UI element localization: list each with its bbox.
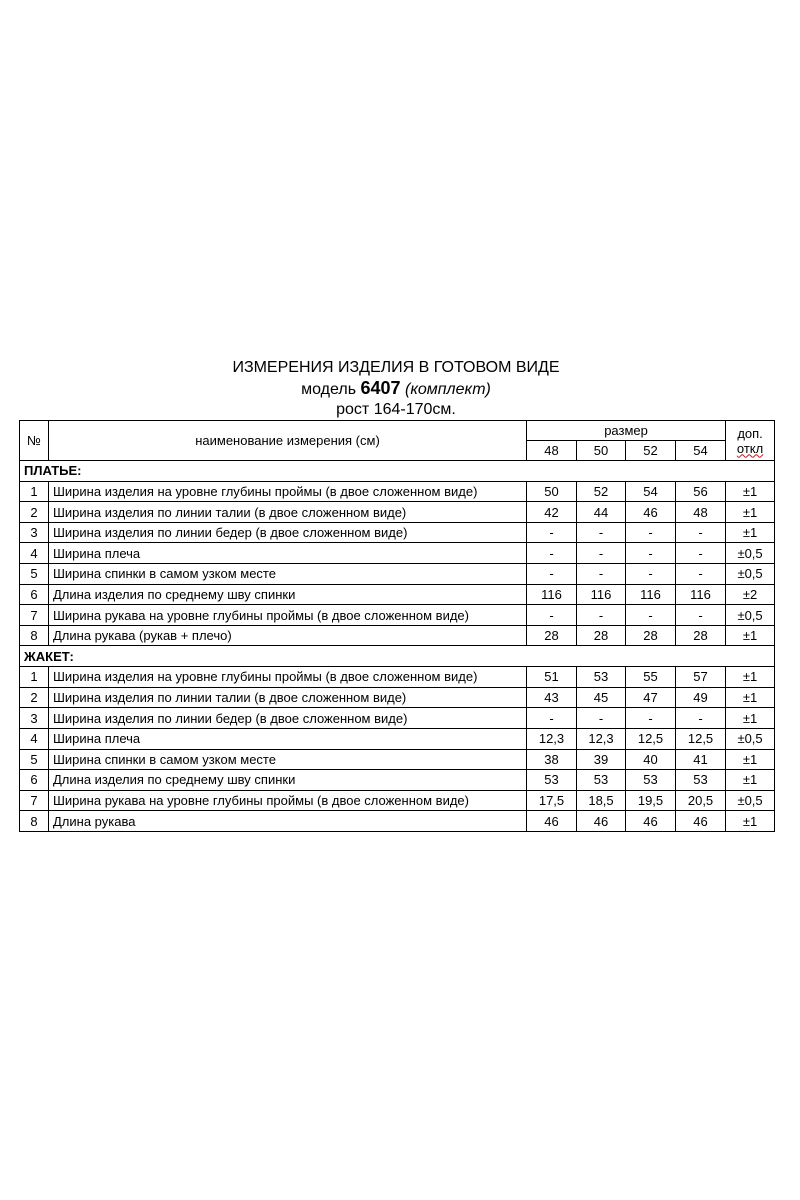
header-measurement-name: наименование измерения (см) <box>49 421 527 461</box>
measurement-name: Ширина изделия на уровне глубины проймы (в двое сложенном виде) <box>49 667 527 688</box>
table-row <box>20 605 775 626</box>
size-50-value: - <box>577 543 626 564</box>
tolerance-value: ±1 <box>726 749 775 770</box>
row-number: 7 <box>20 790 49 811</box>
table-row <box>20 687 775 708</box>
size-50-value: 53 <box>577 770 626 791</box>
section-row <box>20 646 775 667</box>
tolerance-value: ±1 <box>726 667 775 688</box>
measurement-name: Ширина изделия по линии бедер (в двое сложенном виде) <box>49 708 527 729</box>
size-50-value: 44 <box>577 502 626 523</box>
row-number: 5 <box>20 564 49 585</box>
size-52-value: - <box>626 708 676 729</box>
measurement-name: Ширина изделия по линии талии (в двое сложенном виде) <box>49 687 527 708</box>
row-number: 1 <box>20 481 49 502</box>
size-54-value: - <box>676 564 726 585</box>
size-48-value: 17,5 <box>527 790 577 811</box>
tolerance-value: ±1 <box>726 522 775 543</box>
measurement-name: Ширина изделия по линии бедер (в двое сложенном виде) <box>49 522 527 543</box>
row-number: 4 <box>20 543 49 564</box>
table-body <box>20 461 775 832</box>
size-52-value: - <box>626 605 676 626</box>
size-52-value: 46 <box>626 502 676 523</box>
size-54-value: 20,5 <box>676 790 726 811</box>
size-54-value: - <box>676 543 726 564</box>
measurement-name: Длина рукава <box>49 811 527 832</box>
size-54-value: 28 <box>676 625 726 646</box>
size-48-value: 12,3 <box>527 728 577 749</box>
size-54-value: 41 <box>676 749 726 770</box>
row-number: 4 <box>20 728 49 749</box>
size-54-value: 57 <box>676 667 726 688</box>
header-size-50: 50 <box>577 441 626 461</box>
header-tolerance-line1: доп. <box>737 425 763 441</box>
header-size-48: 48 <box>527 441 577 461</box>
measurement-name: Длина изделия по среднему шву спинки <box>49 770 527 791</box>
size-52-value: - <box>626 564 676 585</box>
table-row <box>20 625 775 646</box>
section-title: ЖАКЕТ: <box>20 646 775 667</box>
size-54-value: - <box>676 708 726 729</box>
size-54-value: 56 <box>676 481 726 502</box>
size-48-value: 51 <box>527 667 577 688</box>
header-size-54: 54 <box>676 441 726 461</box>
height-range: рост 164-170см. <box>336 401 456 418</box>
table-row <box>20 749 775 770</box>
size-50-value: 18,5 <box>577 790 626 811</box>
measurement-name: Ширина изделия по линии талии (в двое сложенном виде) <box>49 502 527 523</box>
header-size-52: 52 <box>626 441 676 461</box>
measurement-name: Длина изделия по среднему шву спинки <box>49 584 527 605</box>
section-title: ПЛАТЬЕ: <box>20 461 775 482</box>
size-48-value: 43 <box>527 687 577 708</box>
measurement-name: Ширина плеча <box>49 543 527 564</box>
size-54-value: 48 <box>676 502 726 523</box>
measurement-name: Ширина изделия на уровне глубины проймы (в двое сложенном виде) <box>49 481 527 502</box>
size-54-value: 49 <box>676 687 726 708</box>
table-row <box>20 667 775 688</box>
tolerance-value: ±1 <box>726 708 775 729</box>
size-48-value: - <box>527 564 577 585</box>
header-number: № <box>20 421 49 461</box>
model-number: 6407 <box>360 378 401 398</box>
size-52-value: 12,5 <box>626 728 676 749</box>
measurement-name: Ширина плеча <box>49 728 527 749</box>
tolerance-value: ±1 <box>726 770 775 791</box>
header-tolerance-line2: откл <box>736 440 764 456</box>
size-50-value: 116 <box>577 584 626 605</box>
size-50-value: 28 <box>577 625 626 646</box>
size-50-value: 39 <box>577 749 626 770</box>
measurements-table <box>19 420 775 832</box>
size-48-value: 42 <box>527 502 577 523</box>
measurement-name: Длина рукава (рукав + плечо) <box>49 625 527 646</box>
header-size-group: размер <box>527 421 726 441</box>
document-title-block <box>196 358 596 420</box>
table-row <box>20 522 775 543</box>
size-50-value: 12,3 <box>577 728 626 749</box>
table-row <box>20 708 775 729</box>
table-row <box>20 564 775 585</box>
size-52-value: - <box>626 543 676 564</box>
size-50-value: 53 <box>577 667 626 688</box>
size-52-value: 47 <box>626 687 676 708</box>
size-48-value: 46 <box>527 811 577 832</box>
measurement-name: Ширина рукава на уровне глубины проймы (в двое сложенном виде) <box>49 605 527 626</box>
table-row <box>20 502 775 523</box>
size-54-value: 116 <box>676 584 726 605</box>
size-52-value: 53 <box>626 770 676 791</box>
header-row-1 <box>20 421 775 441</box>
table-row <box>20 481 775 502</box>
size-50-value: - <box>577 708 626 729</box>
table-row <box>20 770 775 791</box>
table-row <box>20 584 775 605</box>
tolerance-value: ±0,5 <box>726 728 775 749</box>
tolerance-value: ±1 <box>726 481 775 502</box>
table-row <box>20 790 775 811</box>
model-line <box>196 378 596 400</box>
row-number: 5 <box>20 749 49 770</box>
size-54-value: 46 <box>676 811 726 832</box>
tolerance-value: ±0,5 <box>726 543 775 564</box>
size-50-value: 46 <box>577 811 626 832</box>
size-52-value: 55 <box>626 667 676 688</box>
tolerance-value: ±0,5 <box>726 790 775 811</box>
model-suffix: (комплект) <box>405 381 491 398</box>
row-number: 6 <box>20 770 49 791</box>
size-50-value: - <box>577 564 626 585</box>
size-50-value: 45 <box>577 687 626 708</box>
size-52-value: 19,5 <box>626 790 676 811</box>
size-48-value: 53 <box>527 770 577 791</box>
size-48-value: 28 <box>527 625 577 646</box>
row-number: 1 <box>20 667 49 688</box>
measurement-name: Ширина спинки в самом узком месте <box>49 749 527 770</box>
tolerance-value: ±1 <box>726 687 775 708</box>
tolerance-value: ±2 <box>726 584 775 605</box>
table-row <box>20 543 775 564</box>
measurement-name: Ширина рукава на уровне глубины проймы (в двое сложенном виде) <box>49 790 527 811</box>
size-52-value: 116 <box>626 584 676 605</box>
size-48-value: - <box>527 605 577 626</box>
size-48-value: - <box>527 522 577 543</box>
row-number: 2 <box>20 687 49 708</box>
size-50-value: 52 <box>577 481 626 502</box>
size-54-value: - <box>676 605 726 626</box>
row-number: 3 <box>20 708 49 729</box>
row-number: 3 <box>20 522 49 543</box>
tolerance-value: ±0,5 <box>726 605 775 626</box>
tolerance-value: ±1 <box>726 811 775 832</box>
size-48-value: - <box>527 543 577 564</box>
size-48-value: 116 <box>527 584 577 605</box>
header-tolerance <box>726 421 775 461</box>
size-48-value: - <box>527 708 577 729</box>
model-prefix: модель <box>301 381 357 398</box>
measurement-name: Ширина спинки в самом узком месте <box>49 564 527 585</box>
size-54-value: 53 <box>676 770 726 791</box>
size-54-value: - <box>676 522 726 543</box>
size-50-value: - <box>577 605 626 626</box>
row-number: 7 <box>20 605 49 626</box>
document-title: ИЗМЕРЕНИЯ ИЗДЕЛИЯ В ГОТОВОМ ВИДЕ <box>232 359 560 376</box>
size-48-value: 38 <box>527 749 577 770</box>
tolerance-value: ±1 <box>726 625 775 646</box>
row-number: 6 <box>20 584 49 605</box>
table-row <box>20 811 775 832</box>
size-52-value: 46 <box>626 811 676 832</box>
row-number: 8 <box>20 625 49 646</box>
tolerance-value: ±0,5 <box>726 564 775 585</box>
section-row <box>20 461 775 482</box>
row-number: 8 <box>20 811 49 832</box>
table-row <box>20 728 775 749</box>
row-number: 2 <box>20 502 49 523</box>
size-48-value: 50 <box>527 481 577 502</box>
size-52-value: 28 <box>626 625 676 646</box>
tolerance-value: ±1 <box>726 502 775 523</box>
size-52-value: - <box>626 522 676 543</box>
size-52-value: 54 <box>626 481 676 502</box>
size-50-value: - <box>577 522 626 543</box>
size-54-value: 12,5 <box>676 728 726 749</box>
size-52-value: 40 <box>626 749 676 770</box>
